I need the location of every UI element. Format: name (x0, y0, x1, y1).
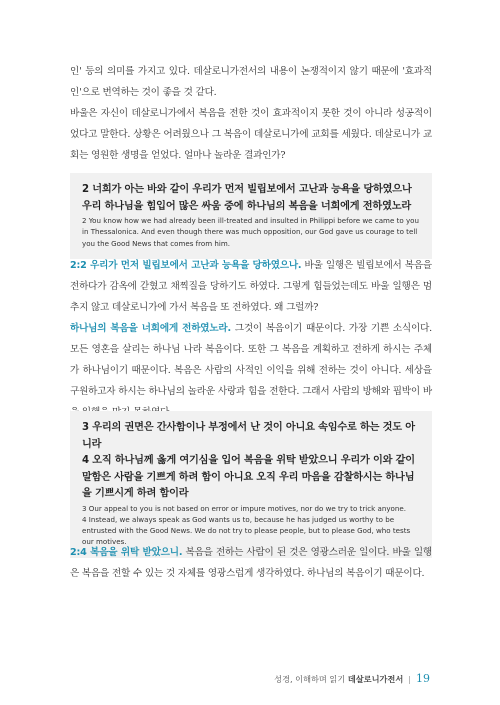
commentary-text-2-4: 복음을 전하는 사람이 된 것은 영광스러운 일이다. 바울 일행은 복음을 전할 수 있는 것 자체를 영광스럽게 생각하였다. 하나님의 복음이기 때문이다. (70, 547, 432, 579)
commentary-verse-2 (70, 255, 432, 423)
intro-paragraph-2: 바울은 자신이 데살로니가에서 복음을 전한 것이 효과적이지 못한 것이 아니라 성공적이었다고 말한다. 상황은 어려웠으나 그 복음이 데살로니가에 교회를 세웠다. 데살로니가 교회는 영원한 생명을 얻었다. 얼마나 놀라운 결과인가? (70, 108, 432, 161)
page-number: 19 (416, 672, 430, 685)
commentary-heading-2-4: 2:4 복음을 위탁 받았으니. (70, 547, 183, 558)
commentary-text-2-2b: 그것이 복음이기 때문이다. 가장 기쁜 소식이다. 모든 영혼을 살리는 하나님 나라 복음이다. 또한 그 복음을 계획하고 전하게 하시는 주체가 하나님이기 때문이다. 복음은 사람의 사적인 이익을 위해 전하는 것이 아니다. 세상을 구원하고자 하시는 하나님의 놀라운 사랑과 힘을 전한다. 그래서 사람의 방해와 핍박이 바 (70, 323, 432, 397)
intro-paragraph-1: 인' 등의 의미를 가지고 있다. 데살로니가전서의 내용이 논쟁적이지 않기 때문에 '효과적인'으로 번역하는 것이 좋을 것 같다. (70, 66, 432, 98)
page-footer (274, 672, 430, 685)
scripture-box-verse-2 (70, 173, 432, 259)
footer-separator: | (408, 674, 411, 684)
english-verse-3: 3 Our appeal to you is not based on error or impure motives, nor do we try to trick anyone. (82, 503, 406, 513)
scripture-box-verses-3-4 (70, 411, 432, 558)
commentary-heading-2-2: 2:2 우리가 먼저 빌립보에서 고난과 능욕을 당하였으나. (70, 260, 302, 271)
korean-verse-4: 4 오직 하나님께 옳게 여기심을 입어 복음을 위탁 받았으니 우리가 이와 같이 말함은 사람을 기쁘게 하려 함이 아니요 오직 우리 마음을 감찰하시는 하나님을 기쁘시게 하려 함이라 (82, 455, 415, 499)
footer-book-title: 데살로니가전서 (347, 674, 404, 684)
korean-verse-3: 3 우리의 권면은 간사함이나 부정에서 난 것이 아니요 속임수로 하는 것도 아니라 (82, 422, 415, 450)
english-verse-4: 4 Instead, we always speak as God wants us to, because he has judged us worthy to be entrusted with the Good News. We do not try to please people, but to please God, who tests our motives. (82, 514, 411, 547)
commentary-text-2-2a: 바울 일행은 빌립보에서 복음을 전하다가 감옥에 갇혔고 채찍질을 당하기도 하였다. 그렇게 힘들었는데도 바울 일행은 멈추지 않고 데살로니가에 가서 복음을 또 전하였다. 왜 그럴까? (70, 260, 432, 313)
commentary-heading-gospel: 하나님의 복음을 너희에게 전하였노라. (70, 323, 231, 334)
english-verse-2: 2 You know how we had already been ill-treated and insulted in Philippi before we came to you in Thessalonica. And even though there was much opposition, our God gave us courage to tell you the Good News that comes from him. (82, 216, 419, 248)
korean-verse-2: 2 너희가 아는 바와 같이 우리가 먼저 빌립보에서 고난과 능욕을 당하였으나 우리 하나님을 힘입어 많은 싸움 중에 하나님의 복음을 너희에게 전하였노라 (82, 184, 412, 212)
commentary-verse-4 (70, 542, 432, 584)
footer-series-title: 성경, 이해하며 읽기 (274, 674, 346, 684)
